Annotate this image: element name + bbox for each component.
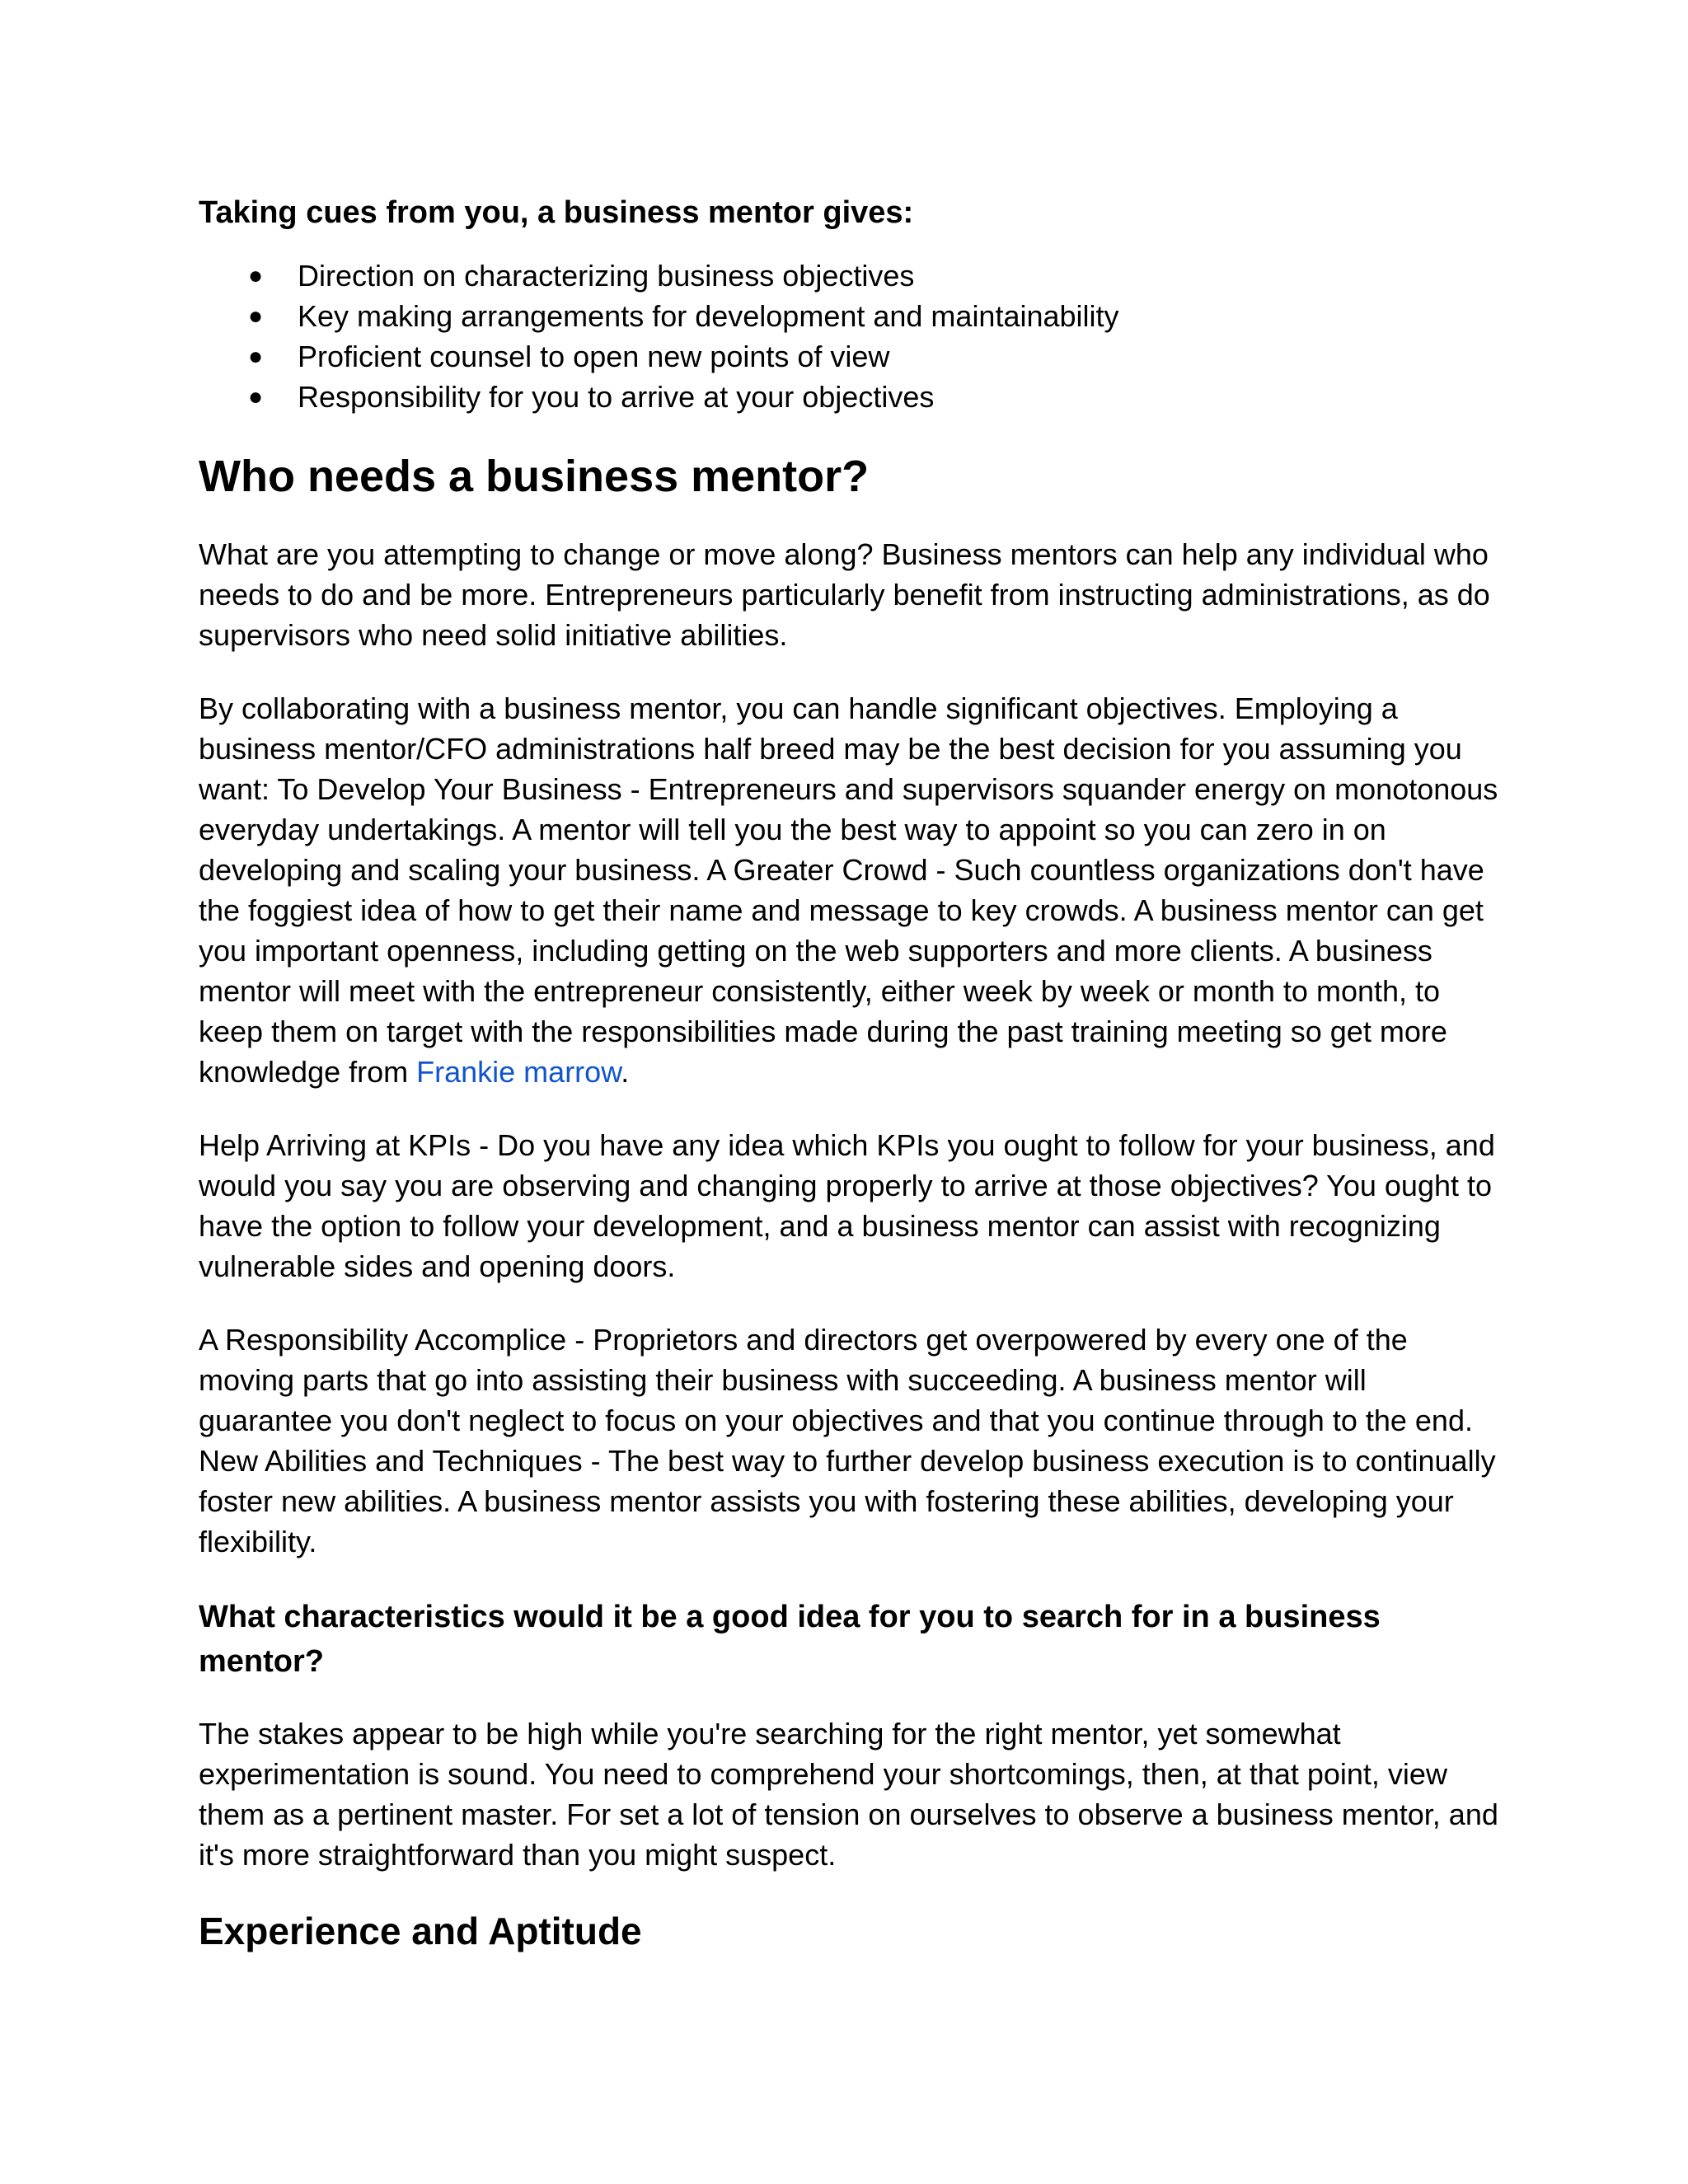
frankie-marrow-link[interactable]: Frankie marrow bbox=[416, 1055, 621, 1089]
paragraph-text: By collaborating with a business mentor, you can handle significant objectives. Employing a business mentor/CFO administrations half breed may be the best decision for you assuming you want: To Develop Your Business - Entrepreneurs and supervisors squander energy on monotonous everyday undertakings. A mentor will tell you the best way to appoint so you can zero in on developing and scaling your business. A Greater Crowd - Such countless organizations don't have the foggiest idea of how to get their name and message to key crowds. A business mentor can get you important openness, including getting on the web supporters and more clients. A business mentor will meet with the entrepreneur consistently, either week by week or month to month, to keep them on target with the responsibilities made during the past training meeting so get more knowledge from bbox=[199, 691, 1498, 1089]
paragraph: A Responsibility Accomplice - Proprietors and directors get overpowered by every one of the moving parts that go into assisting their business with succeeding. A business mentor will guarantee you don't neglect to focus on your objectives and that you continue through to the end. New Abilities and Techniques - The best way to further develop business execution is to continually foster new abilities. A business mentor assists you with fostering these abilities, developing your flexibility. bbox=[199, 1323, 1496, 1558]
list-item-text: Responsibility for you to arrive at your objectives bbox=[298, 380, 935, 414]
bullet-icon: ● bbox=[248, 262, 264, 289]
paragraph: Help Arriving at KPIs - Do you have any idea which KPIs you ought to follow for your business, and would you say you are observing and changing properly to arrive at those objectives? You ought to have the option to follow your development, and a business mentor can assist with recognizing vulnerable sides and opening doors. bbox=[199, 1128, 1495, 1283]
list-item-text: Proficient counsel to open new points of view bbox=[298, 340, 890, 373]
paragraph: The stakes appear to be high while you're searching for the right mentor, yet somewhat experimentation is sound. You need to comprehend your shortcomings, then, at that point, view them as a pertinent master. For set a lot of tension on ourselves to observe a business mentor, and it's more straightforward than you might suspect. bbox=[199, 1717, 1498, 1872]
list-item-text: Direction on characterizing business objectives bbox=[298, 259, 915, 293]
section-heading-characteristics: What characteristics would it be a good idea for you to search for in a business mentor? bbox=[199, 1600, 1381, 1679]
list-item bbox=[199, 377, 1501, 417]
bullet-icon: ● bbox=[248, 302, 264, 330]
section-heading-who-needs: Who needs a business mentor? bbox=[199, 452, 870, 501]
intro-heading: Taking cues from you, a business mentor gives: bbox=[199, 195, 914, 230]
bullet-icon: ● bbox=[248, 343, 264, 370]
bullet-icon: ● bbox=[248, 383, 264, 410]
paragraph: What are you attempting to change or move along? Business mentors can help any individual who needs to do and be more. Entrepreneurs particularly benefit from instructing administrations, as do supervisors who need solid initiative abilities. bbox=[199, 537, 1490, 652]
list-item bbox=[199, 255, 1501, 296]
paragraph-with-link bbox=[199, 688, 1501, 1092]
list-item bbox=[199, 336, 1501, 377]
document-page bbox=[199, 191, 1501, 1954]
section-heading-experience: Experience and Aptitude bbox=[199, 1910, 642, 1952]
list-item-text: Key making arrangements for development and maintainability bbox=[298, 299, 1119, 333]
benefits-list bbox=[199, 255, 1501, 417]
list-item bbox=[199, 296, 1501, 336]
paragraph-end: . bbox=[621, 1055, 630, 1089]
